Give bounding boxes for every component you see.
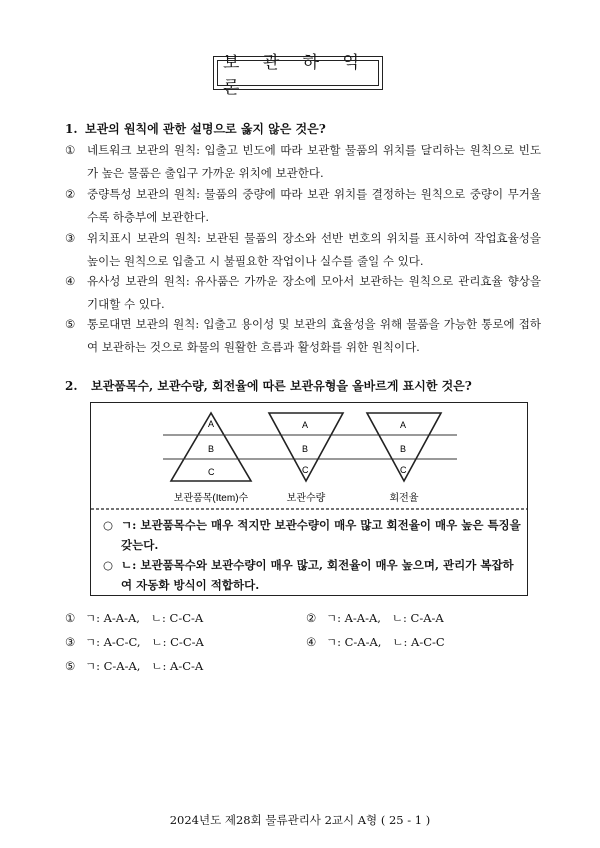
triangle-turnover-section-c: C bbox=[400, 465, 407, 475]
description-nieun bbox=[103, 555, 523, 595]
triangle-turnover-section-b: B bbox=[400, 444, 407, 454]
option-text: 통로대면 보관의 원칙: 입출고 용이성 및 보관의 효율성을 위해 물품을 가능한 통로에 접하여 보관하는 것으로 화물의 원활한 흐름과 활성화를 위한 원칙이다. bbox=[87, 317, 541, 354]
answer-text: ㄱ: C-A-A, ㄴ: A-C-A bbox=[84, 659, 204, 673]
answer-text: ㄱ: C-A-A, ㄴ: A-C-C bbox=[325, 635, 445, 649]
option-mark: ② bbox=[65, 187, 76, 201]
answer-text: ㄱ: A-A-A, ㄴ: C-C-A bbox=[84, 611, 204, 625]
q1-option-2[interactable] bbox=[65, 183, 541, 229]
subject-title-box bbox=[213, 53, 383, 98]
option-mark: ④ bbox=[65, 274, 76, 288]
question-2 bbox=[65, 377, 472, 394]
triangle-turnover-section-a: A bbox=[400, 420, 407, 430]
q2-answer-2[interactable] bbox=[306, 610, 444, 626]
option-text: 위치표시 보관의 원칙: 보관된 물품의 장소와 선반 번호의 위치를 표시하여 작업효율성을 높이는 원칙으로 입출고 시 불필요한 작업이나 실수를 줄일 수 있다. bbox=[87, 231, 541, 268]
triangle-items-section-c: C bbox=[208, 467, 215, 477]
triangle-turnover-label: 회전율 bbox=[389, 493, 419, 504]
answer-mark: ③ bbox=[65, 635, 76, 649]
option-mark: ③ bbox=[65, 231, 76, 245]
question-1 bbox=[65, 120, 326, 137]
q1-option-4[interactable] bbox=[65, 270, 541, 316]
description-text: ㄱ: 보관품목수는 매우 적지만 보관수량이 매우 많고 회전율이 매우 높은 특징을 갖는다. bbox=[121, 518, 521, 552]
option-text: 중량특성 보관의 원칙: 물품의 중량에 따라 보관 위치를 결정하는 원칙으로 중량이 무거울수록 하층부에 보관한다. bbox=[87, 187, 541, 224]
option-text: 유사성 보관의 원칙: 유사품은 가까운 장소에 모아서 보관하는 원칙으로 관리효율 향상을 기대할 수 있다. bbox=[87, 274, 541, 311]
triangle-quantity-section-b: B bbox=[302, 444, 309, 454]
question-2-text: 보관품목수, 보관수량, 회전율에 따른 보관유형을 올바르게 표시한 것은? bbox=[91, 379, 472, 393]
answer-mark: ④ bbox=[306, 635, 317, 649]
question-1-number: 1. bbox=[65, 122, 78, 136]
option-mark: ⑤ bbox=[65, 317, 76, 331]
answer-text: ㄱ: A-C-C, ㄴ: C-C-A bbox=[84, 635, 204, 649]
answer-mark: ② bbox=[306, 611, 317, 625]
page-footer: 2024년도 제28회 물류관리사 2교시 A형 ( 25 - 1 ) bbox=[169, 813, 431, 827]
q1-option-5[interactable] bbox=[65, 313, 541, 359]
answer-mark: ① bbox=[65, 611, 76, 625]
q2-answer-5[interactable] bbox=[65, 658, 203, 674]
description-text: ㄴ: 보관품목수와 보관수량이 매우 많고, 회전율이 매우 높으며, 관리가 복잡하여 자동화 방식이 적합하다. bbox=[121, 558, 514, 592]
figure-box bbox=[90, 402, 528, 596]
triangle-items-section-a: A bbox=[208, 419, 215, 429]
q1-option-1[interactable] bbox=[65, 139, 541, 185]
question-2-number: 2. bbox=[65, 379, 78, 393]
option-text: 네트워크 보관의 원칙: 입출고 빈도에 따라 보관할 물품의 위치를 달리하는 원칙으로 빈도가 높은 물품은 출입구 가까운 위치에 보관한다. bbox=[87, 143, 541, 180]
answer-mark: ⑤ bbox=[65, 659, 76, 673]
option-mark: ① bbox=[65, 143, 76, 157]
q2-answer-4[interactable] bbox=[306, 634, 445, 650]
q1-option-3[interactable] bbox=[65, 227, 541, 273]
triangle-items-section-b: B bbox=[208, 444, 215, 454]
triangle-quantity-section-a: A bbox=[302, 420, 309, 430]
q2-answer-1[interactable] bbox=[65, 610, 203, 626]
bullet: ○ bbox=[103, 518, 114, 532]
q2-answer-3[interactable] bbox=[65, 634, 204, 650]
triangle-quantity-label: 보관수량 bbox=[286, 493, 326, 504]
bullet: ○ bbox=[103, 558, 114, 572]
answer-text: ㄱ: A-A-A, ㄴ: C-A-A bbox=[325, 611, 444, 625]
triangle-items-label: 보관품목(Item)수 bbox=[173, 493, 249, 504]
description-giyeok bbox=[103, 515, 523, 555]
subject-title: 보 관 하 역 론 bbox=[223, 53, 368, 98]
triangle-quantity-section-c: C bbox=[302, 465, 309, 475]
question-1-text: 보관의 원칙에 관한 설명으로 옳지 않은 것은? bbox=[85, 122, 326, 136]
